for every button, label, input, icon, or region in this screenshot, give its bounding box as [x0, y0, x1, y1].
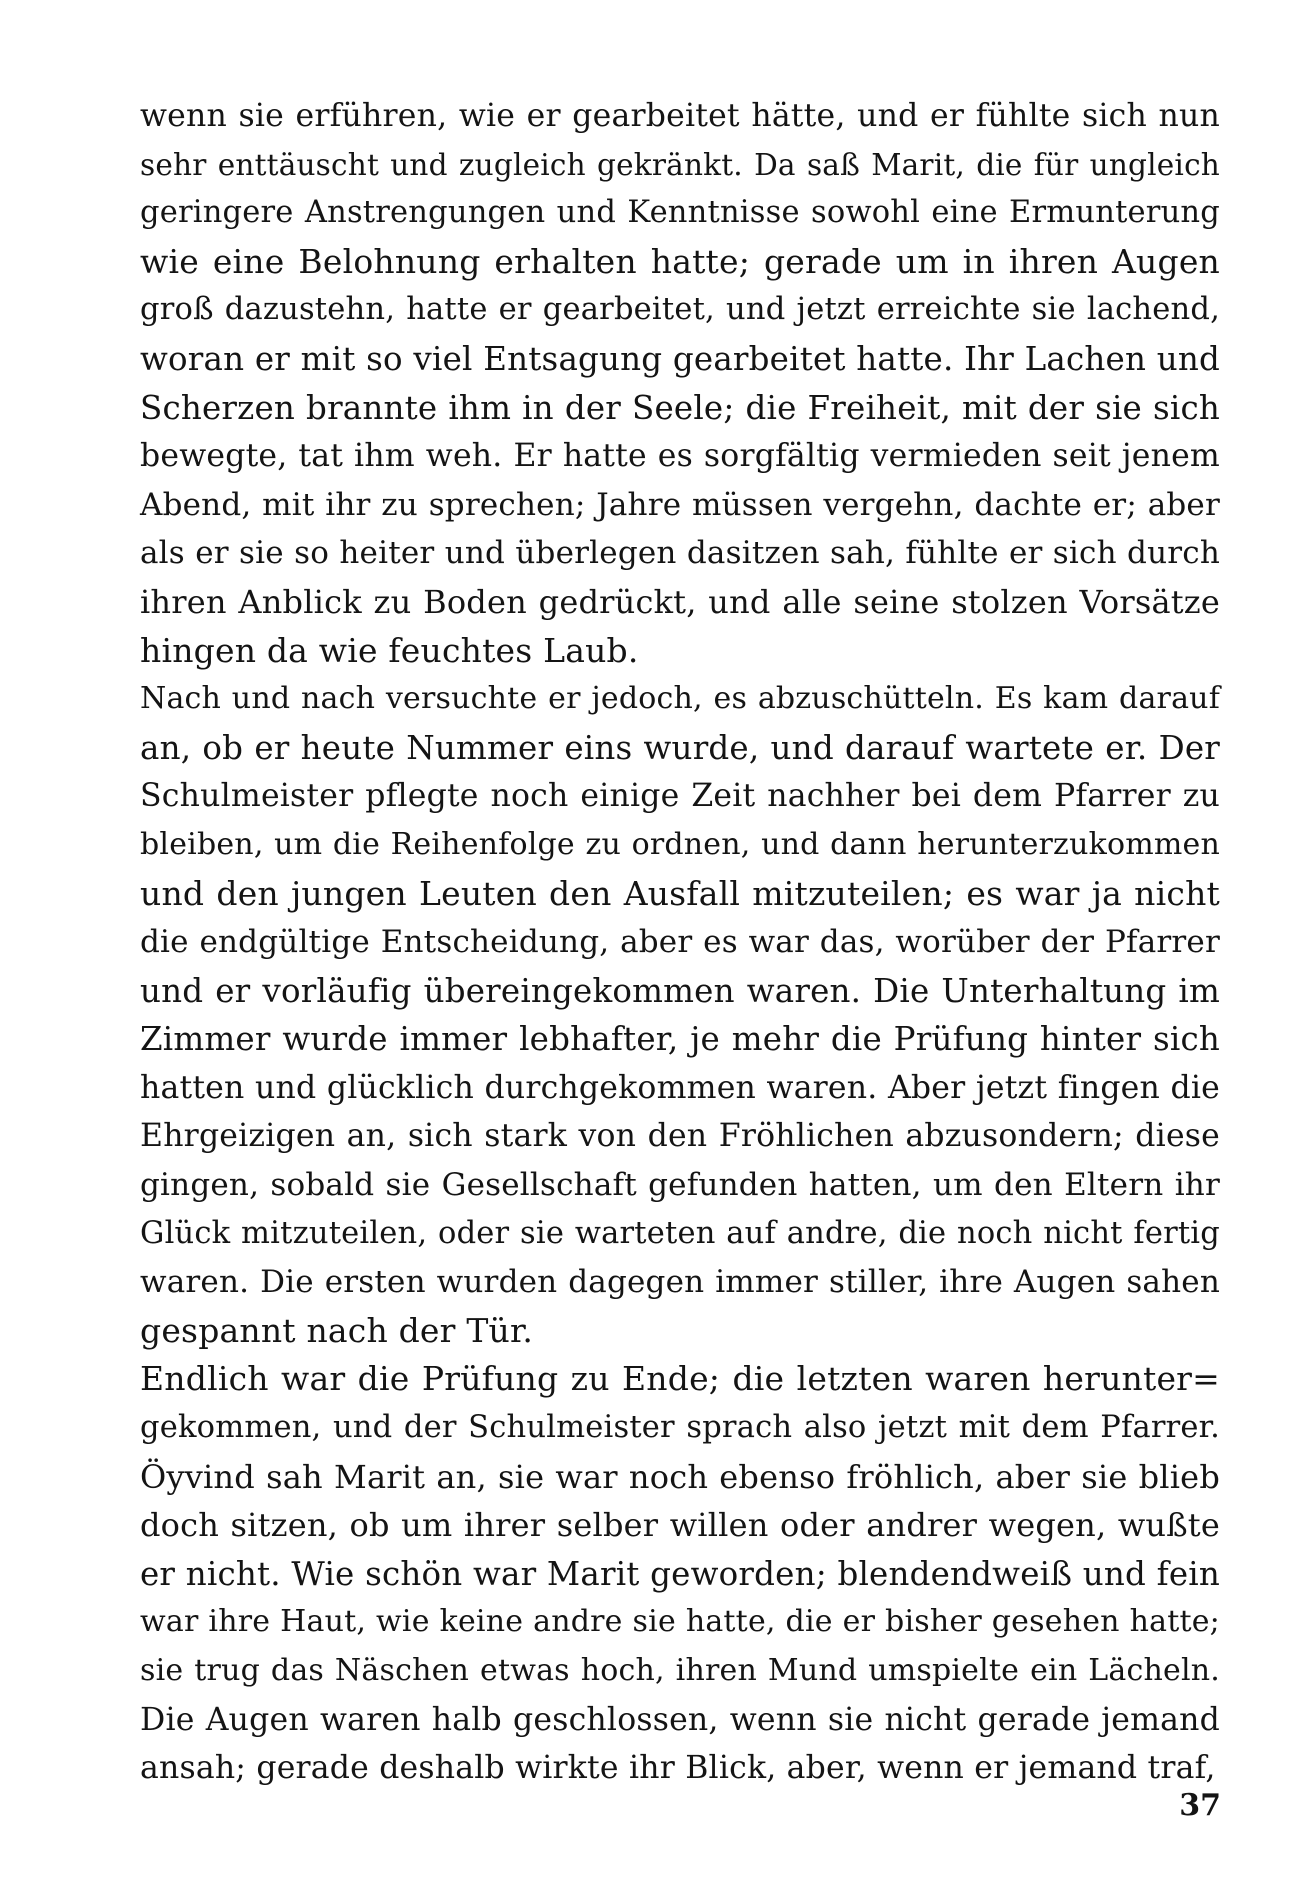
text-line: an, ob er heute Nummer eins wurde, und darauf wartete er. Der	[140, 728, 1220, 767]
text-line: wenn sie erführen, wie er gearbeitet hätte, und er fühlte sich nun	[140, 98, 1220, 134]
text-line: gingen, sobald sie Gesellschaft gefunden hatten, um den Eltern ihr	[140, 1167, 1220, 1204]
text-line: gespannt nach der Tür.	[140, 1310, 534, 1350]
text-line: woran er mit so viel Entsagung gearbeitet hatte. Ihr Lachen und	[140, 339, 1220, 378]
text-line: die endgültige Entscheidung, aber es war das, worüber der Pfarrer	[140, 924, 1220, 961]
text-line: Schulmeister pflegte noch einige Zeit nachher bei dem Pfarrer zu	[140, 778, 1220, 815]
text-line: bleiben, um die Reihenfolge zu ordnen, und dann herunterzukommen	[140, 826, 1220, 862]
text-line: sie trug das Näschen etwas hoch, ihren Mund umspielte ein Lächeln.	[140, 1653, 1220, 1688]
paragraph	[140, 675, 1220, 1355]
text-line: Abend, mit ihr zu sprechen; Jahre müssen vergehn, dachte er; aber	[140, 486, 1220, 523]
page-number: 37	[1179, 1788, 1221, 1823]
text-line: gekommen, und der Schulmeister sprach also jetzt mit dem Pfarrer.	[140, 1410, 1220, 1446]
text-line: Ehrgeizigen an, sich stark von den Fröhlichen abzusondern; diese	[140, 1118, 1220, 1155]
text-line: Öyvind sah Marit an, sie war noch ebenso fröhlich, aber sie blieb	[140, 1457, 1220, 1496]
text-line: Zimmer wurde immer lebhafter, je mehr die Prüfung hinter sich	[140, 1020, 1220, 1059]
text-line: ihren Anblick zu Boden gedrückt, und alle seine stolzen Vorsätze	[140, 582, 1220, 621]
text-line: er nicht. Wie schön war Marit geworden; blendendweiß und fein	[140, 1554, 1220, 1593]
text-line: als er sie so heiter und überlegen dasitzen sah, fühlte er sich durch	[140, 535, 1220, 572]
text-line: und den jungen Leuten den Ausfall mitzuteilen; es war ja nicht	[140, 873, 1220, 913]
paragraph	[140, 1355, 1220, 1792]
text-line: Endlich war die Prüfung zu Ende; die letzten waren herunter=	[140, 1359, 1220, 1399]
body-text	[140, 92, 1220, 1793]
text-line: hatten und glücklich durchgekommen waren. Aber jetzt fingen die	[140, 1069, 1220, 1106]
text-line: waren. Die ersten wurden dagegen immer stiller, ihre Augen sahen	[140, 1264, 1220, 1301]
paragraph	[140, 92, 1220, 675]
text-line: und er vorläufig übereingekommen waren. Die Unterhaltung im	[140, 971, 1220, 1010]
text-line: ansah; gerade deshalb wirkte ihr Blick, aber, wenn er jemand traf,	[140, 1750, 1216, 1787]
text-line: Nach und nach versuchte er jedoch, es abzuschütteln. Es kam darauf	[140, 681, 1220, 717]
text-line: doch sitzen, ob um ihrer selber willen oder andrer wegen, wußte	[140, 1506, 1220, 1545]
text-line: Die Augen waren halb geschlossen, wenn sie nicht gerade jemand	[140, 1701, 1220, 1738]
text-line: war ihre Haut, wie keine andre sie hatte, die er bisher gesehen hatte;	[140, 1604, 1220, 1640]
text-line: Glück mitzuteilen, oder sie warteten auf andre, die noch nicht fertig	[140, 1215, 1220, 1251]
text-line: wie eine Belohnung erhalten hatte; gerade um in ihren Augen	[140, 241, 1220, 281]
text-line: bewegte, tat ihm weh. Er hatte es sorgfältig vermieden seit jenem	[140, 438, 1220, 475]
text-line: sehr enttäuscht und zugleich gekränkt. Da saß Marit, die für ungleich	[140, 147, 1220, 182]
text-line: geringere Anstrengungen und Kenntnisse sowohl eine Ermunterung	[140, 195, 1220, 231]
text-line: groß dazustehn, hatte er gearbeitet, und jetzt erreichte sie lachend,	[140, 292, 1220, 328]
text-line: hingen da wie feuchtes Laub.	[140, 630, 639, 670]
text-line: Scherzen brannte ihm in der Seele; die Freiheit, mit der sie sich	[140, 388, 1220, 427]
